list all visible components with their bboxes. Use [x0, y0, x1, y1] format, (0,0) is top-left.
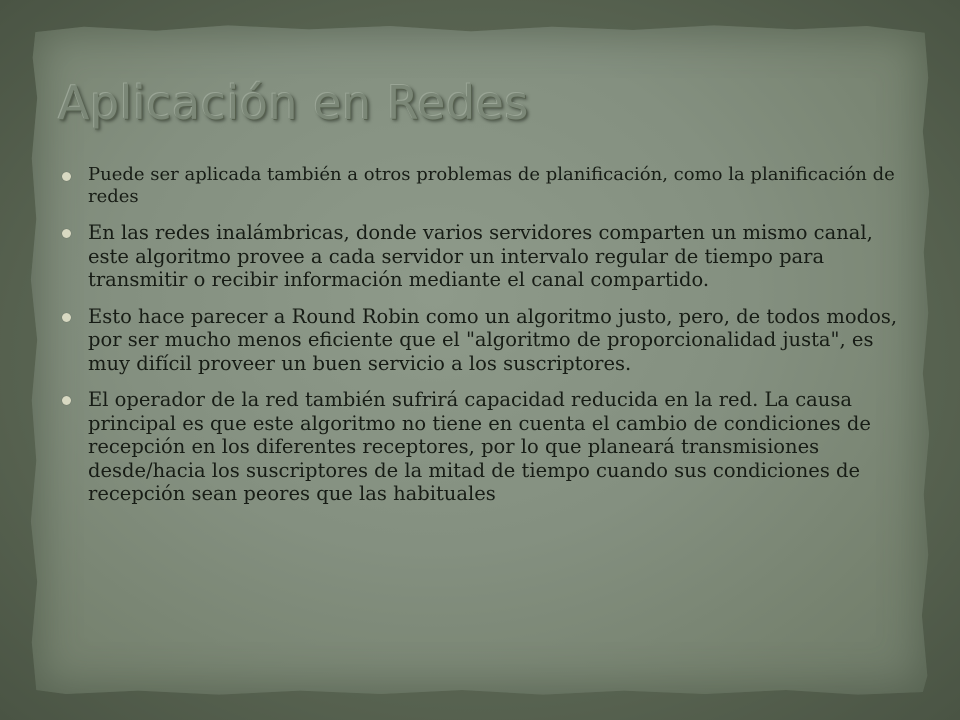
bullet-dot-icon [62, 396, 71, 405]
bullet-item [62, 164, 902, 208]
bullet-item [62, 305, 902, 376]
bullet-list [62, 164, 902, 519]
bullet-item [62, 221, 902, 292]
bullet-dot-icon [62, 172, 71, 181]
bullet-text: El operador de la red también sufrirá capacidad reducida en la red. La causa principal es que este algoritmo no tiene en cuenta el cambio de condiciones de recepción en los diferentes receptores, por lo que planeará transmisiones desde/hacia los suscriptores de la mitad de tiempo cuando sus condiciones de recepción sean peores que las habituales [88, 388, 871, 505]
bullet-text: Puede ser aplicada también a otros problemas de planificación, como la planificación de redes [88, 164, 895, 207]
slide-title: Aplicación en Redes [58, 76, 529, 130]
bullet-text: Esto hace parecer a Round Robin como un algoritmo justo, pero, de todos modos, por ser mucho menos eficiente que el "algoritmo de proporcionalidad justa", es muy difícil proveer un buen servicio a los suscriptores. [88, 304, 898, 375]
bullet-dot-icon [62, 313, 71, 322]
bullet-text: En las redes inalámbricas, donde varios servidores comparten un mismo canal, este algoritmo provee a cada servidor un intervalo regular de tiempo para transmitir o recibir información mediante el canal compartido. [88, 221, 873, 291]
bullet-dot-icon [62, 229, 71, 238]
bullet-item [62, 388, 902, 506]
